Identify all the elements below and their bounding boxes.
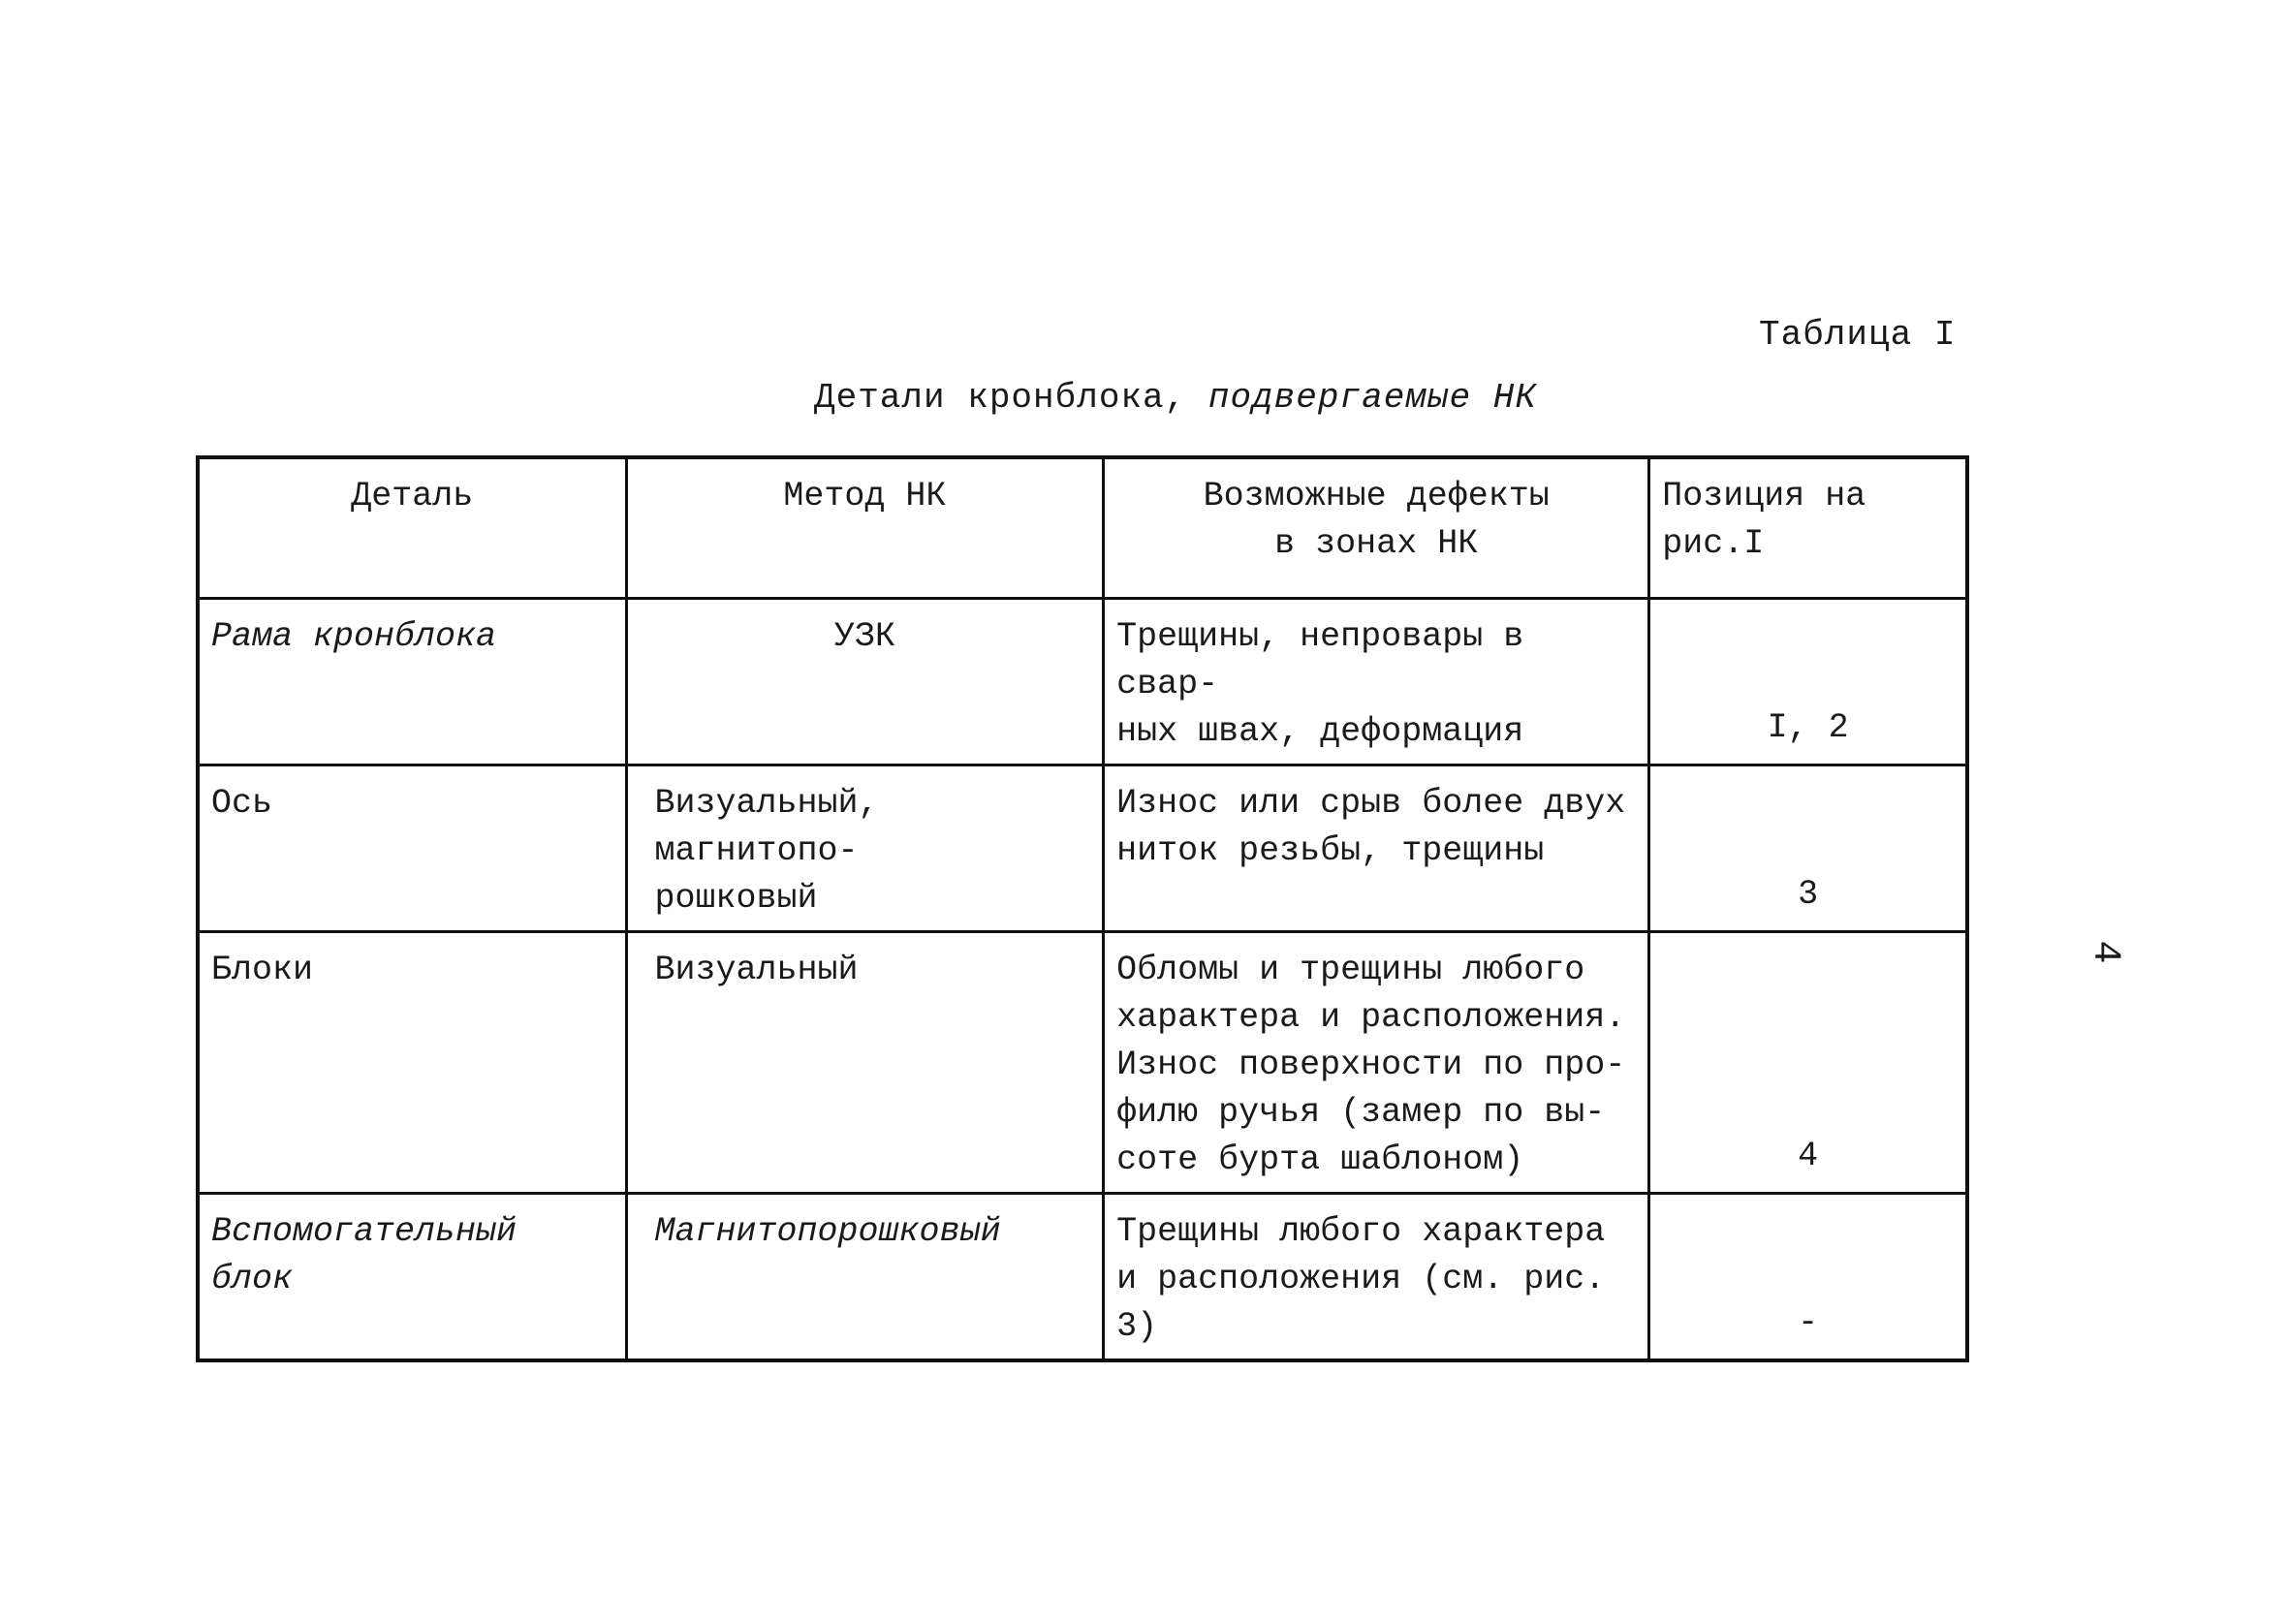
table-label: Таблица I xyxy=(1759,315,1957,355)
caption-plain: Детали кронблока, xyxy=(814,378,1208,418)
cell-position xyxy=(1649,1194,1967,1361)
cell-detail xyxy=(198,765,626,932)
column-header-detail xyxy=(198,457,626,599)
column-header-position xyxy=(1649,457,1967,599)
cell-position xyxy=(1649,765,1967,932)
cell-detail-text: Рама кронблока xyxy=(211,617,497,656)
column-header-position-label: Позиция на рис.I xyxy=(1662,477,1866,563)
cell-defects xyxy=(1104,765,1649,932)
cell-method-text: Визуальный, магнитопо- рошковый xyxy=(654,784,879,918)
cell-method xyxy=(626,1194,1104,1361)
column-header-detail-label: Деталь xyxy=(351,477,474,515)
cell-method-text: Магнитопорошковый xyxy=(654,1212,1001,1251)
caption-italic: подвергаемые НК xyxy=(1207,378,1537,418)
cell-method xyxy=(626,765,1104,932)
cell-method-text: УЗК xyxy=(833,617,895,656)
cell-position-text: I, 2 xyxy=(1767,708,1849,747)
column-header-method xyxy=(626,457,1104,599)
column-header-defects-label: Возможные дефекты в зонах НК xyxy=(1203,477,1550,563)
cell-method xyxy=(626,599,1104,765)
table-row xyxy=(198,1194,1967,1361)
cell-position-text: 3 xyxy=(1798,875,1819,914)
page-number: 4 xyxy=(2083,940,2127,964)
cell-defects xyxy=(1104,599,1649,765)
table-row xyxy=(198,599,1967,765)
cell-defects xyxy=(1104,1194,1649,1361)
cell-defects-text: Износ или срыв более двух ниток резьбы, трещины xyxy=(1116,784,1626,870)
table-caption xyxy=(814,378,1537,418)
column-header-defects xyxy=(1104,457,1649,599)
inspection-table xyxy=(196,455,1969,1362)
cell-detail-text: Ось xyxy=(211,784,273,823)
cell-defects-text: Обломы и трещины любого характера и расположения. Износ поверхности по про- филю ручья (замер по вы- соте бурта шаблоном) xyxy=(1116,951,1626,1179)
cell-detail-text: Блоки xyxy=(211,951,314,989)
cell-position-text: 4 xyxy=(1798,1137,1819,1175)
cell-defects-text: Трещины, непровары в свар- ных швах, деформация xyxy=(1116,617,1524,751)
cell-detail xyxy=(198,932,626,1194)
cell-position-text: - xyxy=(1798,1303,1819,1342)
table-row xyxy=(198,765,1967,932)
cell-method-text: Визуальный xyxy=(654,951,859,989)
cell-defects xyxy=(1104,932,1649,1194)
cell-detail xyxy=(198,599,626,765)
cell-detail-text: Вспомогательный блок xyxy=(211,1212,517,1298)
cell-defects-text: Трещины любого характера и расположения (см. рис. 3) xyxy=(1116,1212,1606,1346)
table-header-row xyxy=(198,457,1967,599)
column-header-method-label: Метод НК xyxy=(783,477,947,515)
table-row xyxy=(198,932,1967,1194)
cell-method xyxy=(626,932,1104,1194)
cell-position xyxy=(1649,599,1967,765)
cell-detail xyxy=(198,1194,626,1361)
cell-position xyxy=(1649,932,1967,1194)
